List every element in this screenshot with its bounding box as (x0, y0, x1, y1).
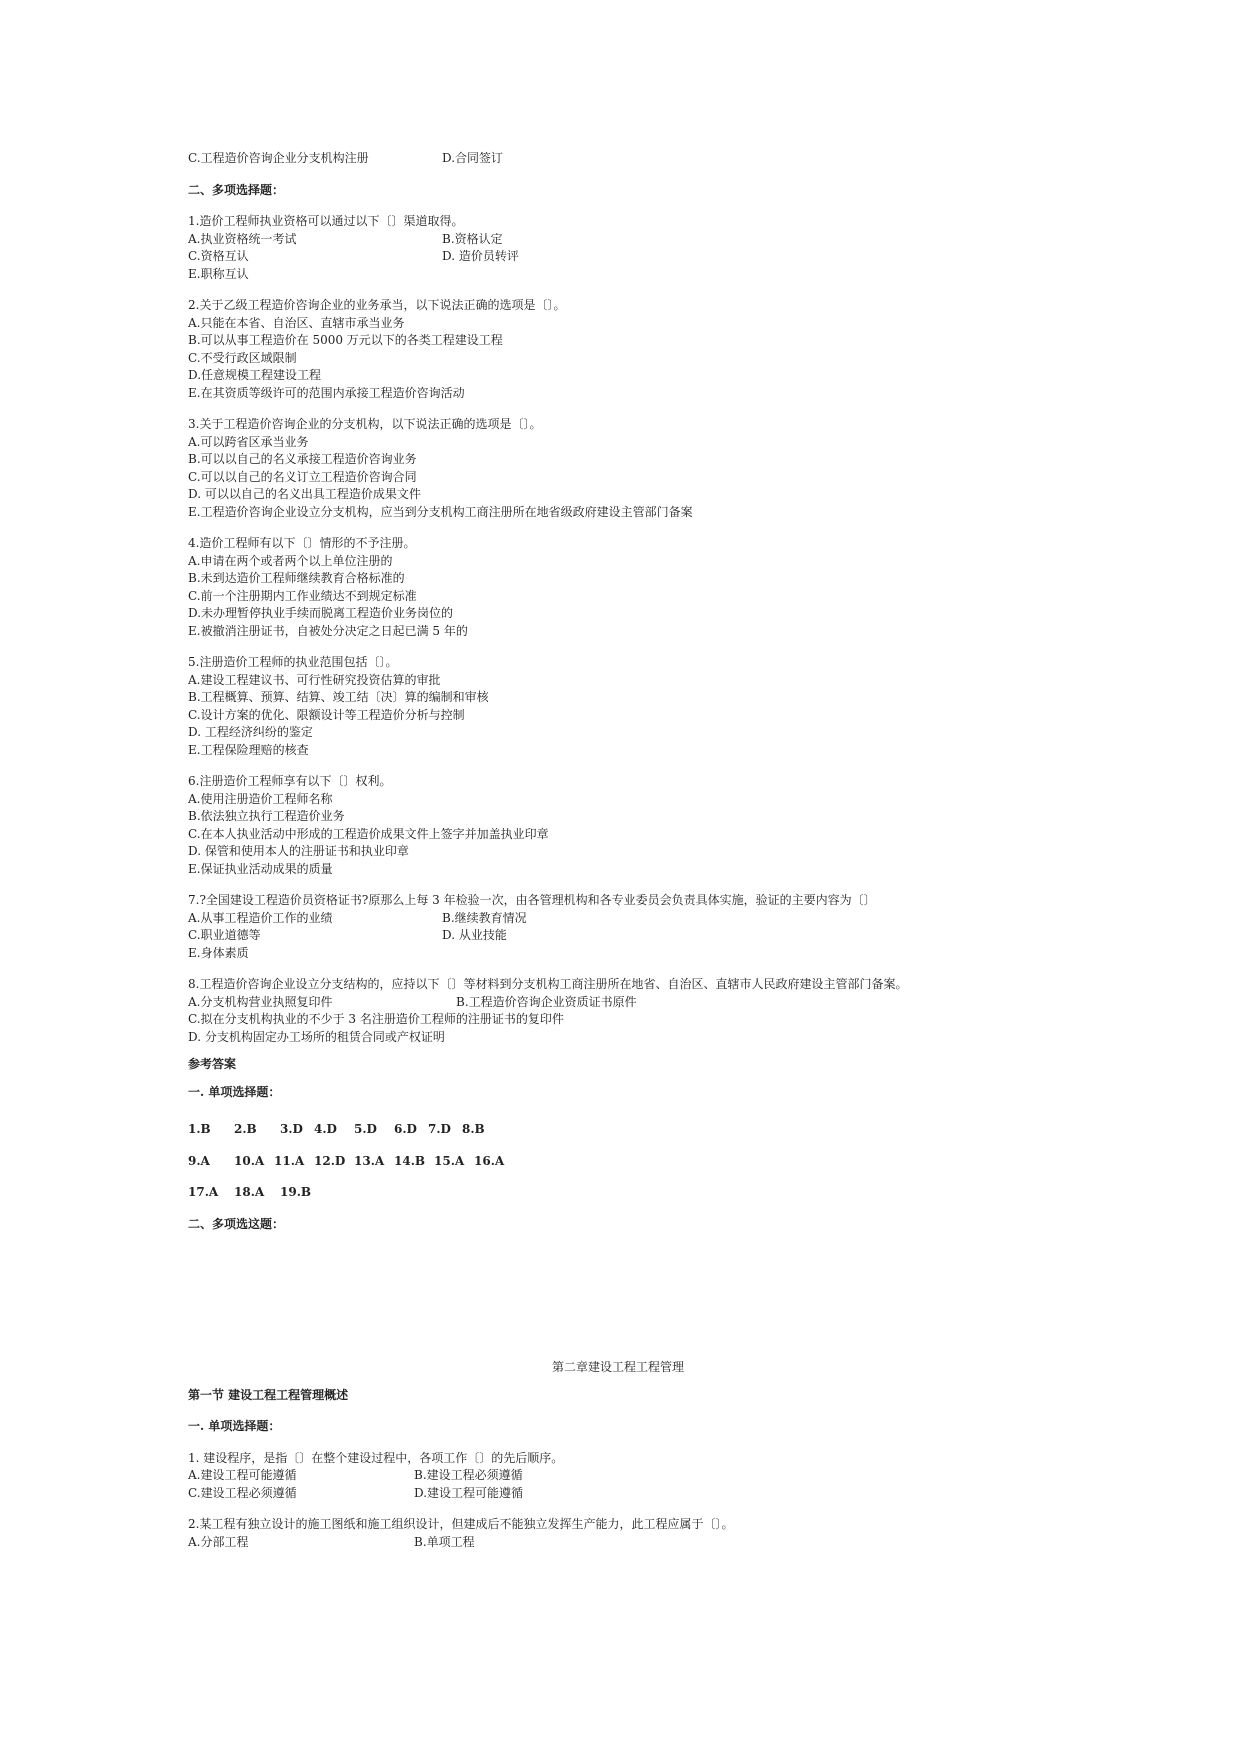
option: D. 从业技能 (442, 928, 507, 942)
option: D. 造价员转评 (442, 249, 519, 263)
answer: 6.D (394, 1122, 417, 1136)
question-7 (188, 892, 1048, 962)
section-title: 第一节 建设工程工程管理概述 (188, 1387, 349, 1402)
option: C.设计方案的优化、限额设计等工程造价分析与控制 (188, 707, 465, 722)
question-8 (188, 976, 1048, 1046)
option: E.身体素质 (188, 945, 249, 960)
option: B.可以以自己的名义承接工程造价咨询业务 (188, 452, 417, 466)
page-content (188, 150, 1048, 1551)
option: D.建设工程可能遵循 (414, 1485, 524, 1500)
chapter2-question-2 (188, 1516, 1048, 1551)
option: A.分支机构营业执照复印件 (188, 994, 333, 1009)
option: B.单项工程 (414, 1534, 475, 1549)
option-c: C.工程造价咨询企业分支机构注册 (188, 151, 369, 165)
option: C.不受行政区域限制 (188, 350, 297, 365)
answer: 16.A (474, 1153, 505, 1168)
question-1 (188, 213, 1048, 283)
option: C.职业道德等 (188, 928, 261, 942)
answer: 18.A (234, 1185, 265, 1199)
answer: 13.A (354, 1153, 385, 1168)
answer: 12.D (314, 1153, 346, 1168)
answers-heading: 参考答案 (188, 1057, 237, 1071)
option: D.任意规模工程建设工程 (188, 368, 322, 382)
question-stem: 1. 建设程序，是指〔〕在整个建设过程中，各项工作〔〕的先后顺序。 (188, 1450, 564, 1465)
option: B.未到达造价工程师继续教育合格标准的 (188, 571, 405, 585)
option: A.建设工程可能遵循 (188, 1468, 297, 1482)
answer: 4.D (314, 1122, 337, 1136)
option-row (188, 150, 1048, 168)
option: A.执业资格统一考试 (188, 231, 297, 246)
option: A.可以跨省区承当业务 (188, 434, 309, 449)
question-4 (188, 535, 1048, 640)
option: D. 保管和使用本人的注册证书和执业印章 (188, 844, 409, 858)
option: C.可以以自己的名义订立工程造价咨询合同 (188, 469, 417, 484)
option: B.继续教育情况 (442, 910, 527, 925)
option: E.工程保险理赔的核查 (188, 742, 309, 757)
option-row (188, 231, 1048, 249)
option-row (188, 248, 1048, 266)
option-row (188, 1485, 1048, 1503)
option: D. 分支机构固定办工场所的租赁合同或产权证明 (188, 1029, 445, 1044)
option: A.申请在两个或者两个以上单位注册的 (188, 553, 393, 568)
answer: 11.A (274, 1153, 305, 1168)
question-stem: 2.某工程有独立设计的施工图纸和施工组织设计，但建成后不能独立发挥生产能力，此工程应属于〔〕。 (188, 1517, 734, 1531)
option: B.工程概算、预算、结算、竣工结〔决〕算的编制和审核 (188, 690, 489, 704)
question-3 (188, 416, 1048, 521)
option-row (188, 994, 1048, 1012)
answer: 7.D (428, 1122, 451, 1136)
question-stem: 6.注册造价工程师享有以下〔〕权利。 (188, 774, 392, 788)
option: E.被撤消注册证书，自被处分决定之日起已满 5 年的 (188, 623, 468, 638)
option: A.从事工程造价工作的业绩 (188, 910, 333, 925)
question-6 (188, 773, 1048, 878)
option-row (188, 927, 1048, 945)
question-stem: 1.造价工程师执业资格可以通过以下〔〕渠道取得。 (188, 214, 464, 228)
question-2 (188, 297, 1048, 402)
answer: 17.A (188, 1185, 219, 1199)
answers-multi-heading: 二、多项选这题： (188, 1216, 285, 1231)
question-stem: 4.造价工程师有以下〔〕情形的不予注册。 (188, 536, 416, 550)
answer: 9.A (188, 1153, 210, 1168)
answer-row (188, 1184, 1048, 1202)
option: E.职称互认 (188, 266, 249, 281)
option: C.建设工程必须遵循 (188, 1485, 297, 1500)
answer: 5.D (354, 1122, 377, 1136)
question-stem: 2.关于乙级工程造价咨询企业的业务承当，以下说法正确的选项是〔〕。 (188, 298, 566, 312)
option: E.工程造价咨询企业设立分支机构，应当到分支机构工商注册所在地省级政府建设主管部门备案 (188, 504, 693, 519)
option-row (188, 1534, 1048, 1552)
chapter2-question-1 (188, 1450, 1048, 1503)
answer: 3.D (280, 1122, 303, 1136)
section-heading-multiple-choice: 二、多项选择题： (188, 182, 285, 197)
option-row (188, 1467, 1048, 1485)
option: A.使用注册造价工程师名称 (188, 791, 333, 806)
answers-single-heading: 一. 单项选择题： (188, 1084, 281, 1099)
option: D. 工程经济纠纷的鉴定 (188, 725, 313, 739)
option: B.依法独立执行工程造价业务 (188, 809, 345, 823)
option: B.可以从事工程造价在 5000 万元以下的各类工程建设工程 (188, 333, 503, 347)
option: C.资格互认 (188, 249, 249, 263)
option: D.未办理暂停执业手续而脱离工程造价业务岗位的 (188, 606, 454, 620)
chapter-title: 第二章建设工程工程管理 (551, 1360, 684, 1374)
option: C.前一个注册期内工作业绩达不到规定标准 (188, 588, 417, 603)
option: E.在其资质等级许可的范围内承接工程造价咨询活动 (188, 385, 465, 400)
answer-row (188, 1153, 1048, 1171)
question-stem: 8.工程造价咨询企业设立分支结构的，应持以下〔〕等材料到分支机构工商注册所在地省、自治区、直辖市人民政府建设主管部门备案。 (188, 977, 908, 991)
answer: 10.A (234, 1153, 265, 1168)
answer: 1.B (188, 1122, 211, 1136)
question-stem: 5.注册造价工程师的执业范围包括〔〕。 (188, 655, 398, 669)
option: B.建设工程必须遵循 (414, 1468, 523, 1482)
answer: 2.B (234, 1122, 257, 1136)
question-5 (188, 654, 1048, 759)
option: A.建设工程建议书、可行性研究投资估算的审批 (188, 672, 441, 687)
answer: 15.A (434, 1153, 465, 1168)
option: B.资格认定 (442, 231, 503, 246)
option-row (188, 910, 1048, 928)
option: E.保证执业活动成果的质量 (188, 861, 333, 876)
option: D. 可以以自己的名义出具工程造价成果文件 (188, 487, 421, 501)
option-d: D.合同签订 (442, 151, 504, 165)
option: C.拟在分支机构执业的不少于 3 名注册造价工程师的注册证书的复印件 (188, 1012, 564, 1026)
answer: 14.B (394, 1153, 426, 1168)
section-heading-single-choice: 一. 单项选择题： (188, 1419, 281, 1433)
option: A.分部工程 (188, 1534, 249, 1549)
answer-row (188, 1121, 1048, 1139)
question-stem: 3.关于工程造价咨询企业的分支机构，以下说法正确的选项是〔〕。 (188, 417, 542, 431)
option: B.工程造价咨询企业资质证书原件 (456, 994, 637, 1009)
answer: 19.B (280, 1185, 312, 1199)
question-stem: 7.?全国建设工程造价员资格证书?原那么上每 3 年检验一次，由各管理机构和各专业委员会负责具体实施，验证的主要内容为〔〕 (188, 893, 876, 907)
answer: 8.B (462, 1122, 485, 1136)
option: A.只能在本省、自治区、直辖市承当业务 (188, 315, 405, 330)
option: C.在本人执业活动中形成的工程造价成果文件上签字并加盖执业印章 (188, 826, 549, 841)
